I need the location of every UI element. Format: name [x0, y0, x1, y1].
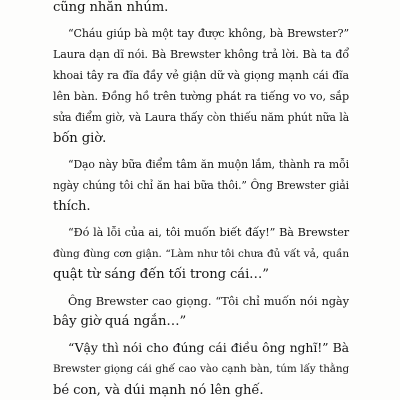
- text-line: bây giờ quá ngắn…”: [53, 314, 187, 329]
- text-line: sửa điểm giờ, và Laura thấy còn thiếu năm phút nữa là: [53, 111, 349, 124]
- text-line: ngày chúng tôi chỉ ăn hai bữa thôi.” Ông Brewster giải: [53, 179, 349, 192]
- text-line: “Vậy thì nói cho đúng cái điều ông nghĩ!” Bà: [68, 340, 349, 355]
- text-line: bốn giờ.: [53, 131, 107, 146]
- text-line: Laura dạn dĩ nói. Bà Brewster không trả lời. Bà ta đổ: [53, 48, 349, 61]
- text-line: đùng đùng cơn giận. “Làm như tôi chưa đủ vất vả, quần: [53, 248, 349, 260]
- text-line: “Cháu giúp bà một tay được không, bà Brewster?”: [68, 27, 349, 40]
- text-line: cũng nhăn nhúm.: [53, 0, 169, 15]
- text-line: thích.: [53, 199, 91, 214]
- text-line: “Đó là lỗi của ai, tôi muốn biết đấy!” Bà Brewster: [68, 226, 349, 239]
- text-line: bé con, và dúi mạnh nó lên ghế.: [53, 383, 264, 398]
- text-line: quật từ sáng đến tối trong cái…”: [53, 267, 269, 282]
- text-line: lên bàn. Đồng hồ trên tường phát ra tiếng vo vo, sắp: [53, 90, 349, 103]
- text-line: Brewster giọng cái ghế cao vào cạnh bàn, túm lấy thằng: [53, 363, 349, 375]
- text-line: “Dạo này bữa điểm tâm ăn muộn lắm, thành ra mỗi: [68, 158, 349, 171]
- text-line: khoai tây ra đĩa đầy vẻ giận dữ và giọng mạnh cái đĩa: [53, 69, 349, 82]
- text-line: Ông Brewster cao giọng. “Tôi chỉ muốn nói ngày: [68, 294, 349, 308]
